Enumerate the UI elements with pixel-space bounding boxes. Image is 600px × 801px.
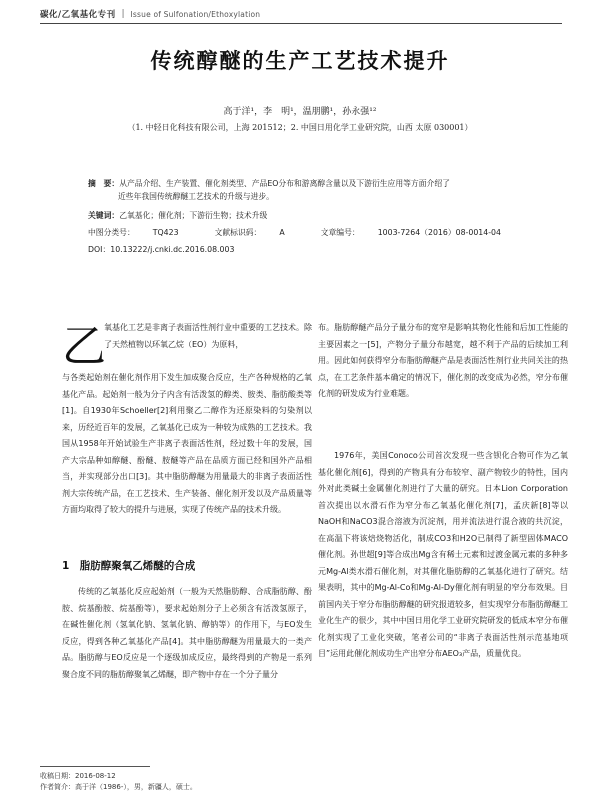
intro-body: 与各类起始剂在催化剂作用下发生加成聚合反应，生产各种规格的乙氧基化产品。起始剂一般为分子内含有活泼氢的醇类、胺类、脂肪酸类等[1]。自1930年Schoeller[2]利用聚乙二醇作为还原染料的匀染剂以来，历经近百年的发展，乙氧基化已成为一种较为成熟的工艺技术。我国从1958年开始试验生产非离子表面活性剂，经过数十年的发展，国产大宗品种如醇醚、酚醚、胺醚等产品在品质方面已经和国外产品相当，并实现部分出口[3]。其中脂肪醇醚为用量最大的非离子表面活性剂大宗传统产品，在工艺技术、生产装备、催化剂开发以及产品质量等方面均取得了较大的提升与进展，实现了传统产品的技术升级。 (62, 373, 312, 514)
header-separator: | (121, 9, 125, 19)
abstract-line-2: 近些年我国传统醇醚工艺技术的升级与进步。 (118, 192, 274, 201)
section-body: 传统的乙氧基化反应起始剂（一般为天然脂肪醇、合成脂肪醇、酚胺、烷基酚胺、烷基酚等），要求起始剂分子上必须含有活泼氢原子，在碱性催化剂（氢氧化钠、氢氧化钠、醇钠等）的作用下，与EO发生反应，得到各种乙氧基化产品[4]。其中脂肪醇醚为用量最大的一类产品。脂肪醇与EO反应是一个逐级加成反应，最终得到的产物是一系列聚合度不同的脂肪醇聚氧乙烯醚，即产物中存在一个分子量分 (62, 587, 312, 679)
footnote-received: 收稿日期：2016-08-12 (40, 772, 116, 780)
doi: DOI：10.13222/j.cnki.dc.2016.08.003 (88, 245, 235, 254)
keywords-text: 乙氧基化；催化剂；下游衍生物；技术升级 (119, 211, 268, 220)
article-label: 文章编号： (320, 228, 360, 237)
abstract-label: 摘 要： (88, 179, 120, 188)
doc-code (215, 227, 303, 239)
header-rule (40, 23, 562, 24)
footnote-author: 作者简介：高于洋（1986-），男，新疆人，硕士。 (40, 783, 197, 791)
keywords (88, 210, 568, 222)
abstract-line-1 (88, 178, 568, 190)
clc-value: TQ423 (152, 228, 179, 237)
section-heading: 1 脂肪醇聚氧乙烯醚的合成 (62, 560, 196, 572)
drop-cap: 乙 (62, 321, 106, 372)
clc-label: 中图分类号： (88, 228, 135, 237)
classification-row (88, 227, 568, 239)
right-paragraph-2: 1976年，美国Conoco公司首次发现一些含钡化合物可作为乙氧基化催化剂[6]，得到的产物具有分布较窄、副产物较少的特性，国内外对此类碱土金属催化剂进行了大量的研究。日本Lion Corporation首次提出以水滑石作为窄分布乙氧基化催化剂[7]，孟庆新[8]等以NaOH和NaCO3混合溶液为沉淀剂，用并流法进行混合液的共沉淀，在高温下将该焙烧物活化，制成CO3和H2O已制得了新型固体MACO催化剂。孙世超[9]等合成出Mg含有稀土元素和过渡金属元素的多种多元Mg-Al类水滑石催化剂，对其催化脂肪醇的乙氧基化进行了研究。结果表明，其中的Mg-Al-Co和Mg-Al-Dy催化剂有明显的窄分布效果。目前国内关于窄分布脂肪醇醚的研究报道较多，但实现窄分布脂肪醇醚工业化生产的很少，其中中国日用化学工业研究院研发的低成本窄分布催化剂实现了工业化突破，笔者公司的“非离子表面活性剂示范基地项目”运用此催化剂成功生产出窄分布AEO₃产品，质量优良。 (318, 451, 568, 658)
doc-label: 文献标识码： (214, 228, 262, 237)
intro-lead: 氧基化工艺是非离子表面活性剂行业中重要的工艺技术。除了天然植物以环氧乙烷（EO）为原料， (104, 323, 312, 349)
running-header (40, 6, 562, 22)
right-paragraph-1: 布。脂肪醇醚产品分子量分布的宽窄是影响其物化性能和后加工性能的主要因素之一[5]，产物分子量分布越宽，越不利于产品的后续加工利用。因此如何获得窄分布脂肪醇醚产品是表面活性剂行业共同关注的热点，在工艺条件基本确定的情况下，催化剂的改变成为必然，窄分布催化剂的研发成为行业难题。 (318, 323, 568, 398)
authors: 高于洋¹，李 明¹，温朋鹏¹，孙永强¹² (223, 107, 377, 117)
doc-value: A (279, 228, 285, 237)
article-title: 传统醇醚的生产工艺技术提升 (150, 49, 450, 73)
clc (88, 227, 197, 239)
article-value: 1003-7264（2016）08-0014-04 (377, 228, 501, 237)
keywords-label: 关键词： (88, 211, 120, 220)
abstract-text-1: 从产品介绍、生产装置、催化剂类型、产品EO分布和游离醇含量以及下游衍生应用等方面介绍了 (119, 179, 450, 188)
article-number (321, 227, 519, 239)
journal-name: 碳化/乙氧基化专刊 (40, 10, 116, 20)
affiliation: （1. 中轻日化科技有限公司，上海 201512；2. 中国日用化学工业研究院，山西 太原 030001） (127, 123, 473, 132)
issue-name: Issue of Sulfonation/Ethoxylation (130, 9, 261, 19)
footnote-rule (40, 766, 150, 767)
